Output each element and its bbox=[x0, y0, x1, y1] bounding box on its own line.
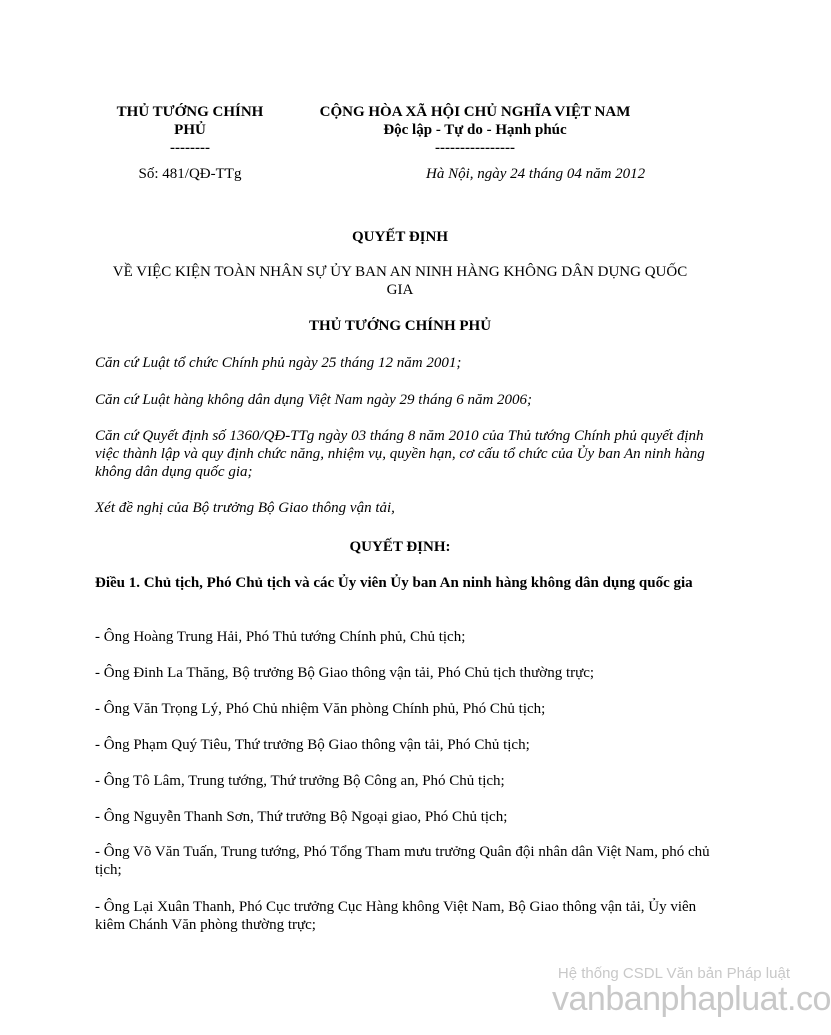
watermark-caption: Hệ thống CSDL Văn bản Pháp luật bbox=[557, 965, 790, 982]
document-number: Số: 481/QĐ-TTg bbox=[138, 166, 242, 182]
legal-basis: Căn cứ Luật tổ chức Chính phủ ngày 25 tháng 12 năm 2001; bbox=[95, 355, 462, 371]
document-date: Hà Nội, ngày 24 tháng 04 năm 2012 bbox=[426, 166, 646, 182]
national-title: CỘNG HÒA XÃ HỘI CHỦ NGHĨA VIỆT NAM bbox=[319, 104, 631, 120]
member-item: - Ông Lại Xuân Thanh, Phó Cục trưởng Cục Hàng không Việt Nam, Bộ Giao thông vận tải, Ủy viên kiêm Chánh Văn phòng thường trực; bbox=[95, 899, 697, 933]
proposal-basis: Xét đề nghị của Bộ trưởng Bộ Giao thông vận tải, bbox=[95, 500, 395, 516]
watermark-site: vanbanphapluat.co bbox=[552, 980, 831, 1018]
member-item: - Ông Phạm Quý Tiêu, Thứ trưởng Bộ Giao thông vận tải, Phó Chủ tịch; bbox=[95, 737, 530, 753]
member-item: - Ông Tô Lâm, Trung tướng, Thứ trưởng Bộ Công an, Phó Chủ tịch; bbox=[95, 773, 505, 789]
member-item: - Ông Văn Trọng Lý, Phó Chủ nhiệm Văn phòng Chính phủ, Phó Chủ tịch; bbox=[95, 701, 546, 717]
national-motto: Độc lập - Tự do - Hạnh phúc bbox=[383, 122, 567, 138]
member-item: - Ông Đinh La Thăng, Bộ trưởng Bộ Giao thông vận tải, Phó Chủ tịch thường trực; bbox=[95, 665, 595, 681]
article-1-title: Điều 1. Chủ tịch, Phó Chủ tịch và các Ủy viên Ủy ban An ninh hàng không dân dụng quốc gia bbox=[95, 575, 693, 591]
legal-basis: Căn cứ Luật hàng không dân dụng Việt Nam ngày 29 tháng 6 năm 2006; bbox=[95, 392, 533, 408]
member-item: - Ông Hoàng Trung Hải, Phó Thủ tướng Chính phủ, Chủ tịch; bbox=[95, 629, 466, 645]
member-item: - Ông Nguyễn Thanh Sơn, Thứ trưởng Bộ Ngoại giao, Phó Chủ tịch; bbox=[95, 809, 508, 825]
document-type-title: QUYẾT ĐỊNH bbox=[352, 229, 448, 245]
decision-heading: QUYẾT ĐỊNH: bbox=[349, 539, 451, 555]
issuer-separator: -------- bbox=[170, 140, 210, 156]
document-subject-line1: VỀ VIỆC KIỆN TOÀN NHÂN SỰ ỦY BAN AN NINH HÀNG KHÔNG DÂN DỤNG QUỐC bbox=[112, 264, 688, 280]
authority-heading: THỦ TƯỚNG CHÍNH PHỦ bbox=[308, 318, 492, 334]
member-item: - Ông Võ Văn Tuấn, Trung tướng, Phó Tổng Tham mưu trưởng Quân đội nhân dân Việt Nam, phó chủ tịch; bbox=[95, 844, 710, 878]
issuer-name-line1: THỦ TƯỚNG CHÍNH bbox=[116, 104, 264, 120]
document-subject-line2: GIA bbox=[386, 282, 414, 298]
motto-separator: ---------------- bbox=[435, 140, 515, 156]
legal-basis: Căn cứ Quyết định số 1360/QĐ-TTg ngày 03 tháng 8 năm 2010 của Thủ tướng Chính phủ quyết định việc thành lập và quy định chức năng, nhiệm vụ, quyền hạn, cơ cấu tổ chức của Ủy ban An ninh hàng không dân dụng quốc gia; bbox=[95, 428, 705, 480]
issuer-name-line2: PHỦ bbox=[174, 122, 206, 138]
